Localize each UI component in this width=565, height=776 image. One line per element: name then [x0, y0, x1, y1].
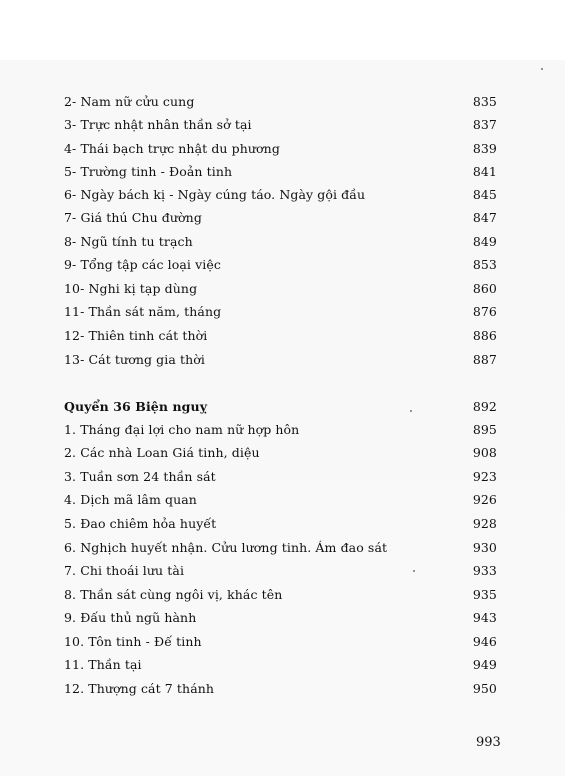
toc-entry-title: 11- Thần sát năm, tháng — [64, 303, 222, 319]
toc-entry — [64, 325, 497, 345]
toc-entry — [64, 91, 497, 111]
toc-entry — [64, 654, 497, 674]
toc-entry — [64, 138, 497, 158]
toc-entry-page: 839 — [472, 140, 497, 156]
toc-entry-page: 887 — [472, 351, 497, 367]
toc-entry — [64, 607, 497, 627]
toc-entry-title: 11. Thần tại — [64, 656, 142, 672]
toc-section-heading — [64, 396, 497, 416]
toc-entry — [64, 560, 497, 580]
toc-entry-title: 10. Tôn tinh - Đế tinh — [64, 633, 202, 649]
toc-entry — [64, 419, 497, 439]
toc-entry-title: 9- Tổng tập các loại việc — [64, 256, 221, 272]
toc-entry-title: 12. Thượng cát 7 thánh — [64, 680, 215, 696]
toc-entry-page: 835 — [472, 93, 497, 109]
toc-entry-page: 895 — [472, 421, 497, 437]
toc-entry-page: 949 — [472, 656, 497, 672]
toc-entry — [64, 584, 497, 604]
toc-entry — [64, 513, 497, 533]
toc-entry — [64, 231, 497, 251]
toc-entry-page: 935 — [472, 586, 497, 602]
toc-entry-page: 847 — [472, 209, 497, 225]
toc-entry-page: 853 — [472, 256, 497, 272]
toc-entry-page: 943 — [472, 609, 497, 625]
toc-entry-title: 2. Các nhà Loan Giá tinh, diệu — [64, 444, 260, 460]
scan-speck — [541, 68, 543, 70]
toc-entry-page: 886 — [472, 327, 497, 343]
toc-entry — [64, 207, 497, 227]
toc-entry-title: 9. Đấu thủ ngũ hành — [64, 609, 197, 625]
toc-entry — [64, 161, 497, 181]
toc-entry-title: 8- Ngũ tính tu trạch — [64, 233, 193, 249]
toc-entry-title: 2- Nam nữ cửu cung — [64, 93, 195, 109]
toc-entry-page: 928 — [472, 515, 497, 531]
toc-entry-title: 6- Ngày bách kị - Ngày cúng táo. Ngày gội đầu — [64, 186, 366, 202]
toc-entry — [64, 254, 497, 274]
toc-entry-title: 6. Nghịch huyết nhận. Cửu lương tinh. Ám đao sát — [64, 539, 388, 555]
toc-entry-page: 860 — [472, 280, 497, 296]
toc-entry-title: 5. Đao chiêm hỏa huyết — [64, 515, 217, 531]
toc-entry-title: 10- Nghi kị tạp dùng — [64, 280, 198, 296]
scan-speck — [413, 570, 415, 572]
toc-entry — [64, 489, 497, 509]
toc-entry-title: 12- Thiên tinh cát thời — [64, 327, 208, 343]
scan-speck — [410, 410, 412, 412]
toc-entry-title: 8. Thần sát cùng ngôi vị, khác tên — [64, 586, 283, 602]
toc-entry-title: 13- Cát tương gia thời — [64, 351, 205, 367]
toc-entry-page: 876 — [472, 303, 497, 319]
toc-entry — [64, 466, 497, 486]
toc-entry-page: 926 — [472, 491, 497, 507]
toc-entry-title: 3- Trực nhật nhân thần sở tại — [64, 116, 252, 132]
toc-entry-title: 4- Thái bạch trực nhật du phương — [64, 140, 280, 156]
toc-entry-page: 950 — [472, 680, 497, 696]
toc-entry — [64, 184, 497, 204]
toc-entry-title: 7- Giá thú Chu đường — [64, 209, 202, 225]
toc-entry-page: 841 — [472, 163, 497, 179]
toc-entry-page: 837 — [472, 116, 497, 132]
toc-entry-page: 930 — [472, 539, 497, 555]
toc-entry-page: 849 — [472, 233, 497, 249]
toc-entry — [64, 537, 497, 557]
toc-entry — [64, 301, 497, 321]
toc-entry — [64, 442, 497, 462]
toc-entry-page: 923 — [472, 468, 497, 484]
toc-entry-title: 4. Dịch mã lâm quan — [64, 491, 197, 507]
toc-entry-page: 946 — [472, 633, 497, 649]
toc-entry — [64, 678, 497, 698]
toc-entry-title: 3. Tuần sơn 24 thần sát — [64, 468, 216, 484]
section-heading-title: Quyển 36 Biện nguỵ — [64, 398, 208, 414]
toc-entry-page: 908 — [472, 444, 497, 460]
toc-entry-page: 845 — [472, 186, 497, 202]
page-number: 993 — [476, 735, 501, 750]
toc-entry — [64, 278, 497, 298]
toc-entry-title: 1. Tháng đại lợi cho nam nữ hợp hôn — [64, 421, 300, 437]
toc-entry-page: 933 — [472, 562, 497, 578]
section-heading-page: 892 — [472, 398, 497, 414]
toc-entry — [64, 349, 497, 369]
toc-entry-title: 5- Trường tinh - Đoản tinh — [64, 163, 233, 179]
toc-entry — [64, 631, 497, 651]
toc-entry — [64, 114, 497, 134]
toc-entry-title: 7. Chi thoái lưu tài — [64, 562, 185, 578]
